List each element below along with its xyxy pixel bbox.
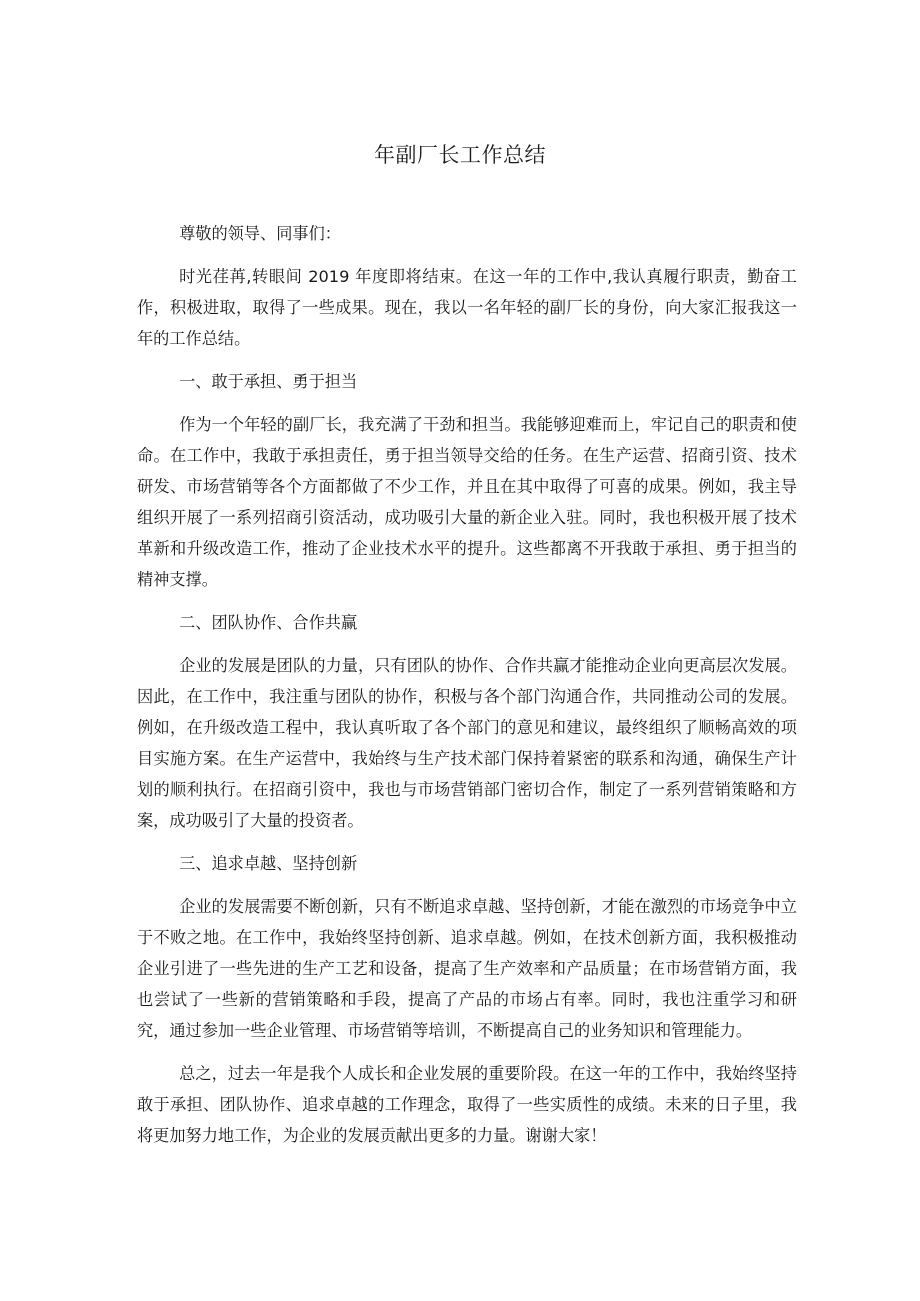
document-title: 年副厂长工作总结 bbox=[374, 143, 546, 167]
section-heading-3: 三、追求卓越、坚持创新 bbox=[179, 854, 358, 873]
conclusion-paragraph: 总之，过去一年是我个人成长和企业发展的重要阶段。在这一年的工作中，我始终坚持敢于承担、团队协作、追求卓越的工作理念，取得了一些实质性的成绩。未来的日子里，我将更加努力地工作，为企业的发展贡献出更多的力量。谢谢大家！ bbox=[137, 1064, 797, 1145]
section-paragraph-2: 企业的发展是团队的力量，只有团队的协作、合作共赢才能推动企业向更高层次发展。因此，在工作中，我注重与团队的协作，积极与各个部门沟通合作，共同推动公司的发展。例如，在升级改造工程中，我认真听取了各个部门的意见和建议，最终组织了顺畅高效的项目实施方案。在生产运营中，我始终与生产技术部门保持着紧密的联系和沟通，确保生产计划的顺利执行。在招商引资中，我也与市场营销部门密切合作，制定了一系列营销策略和方案，成功吸引了大量的投资者。 bbox=[137, 656, 797, 830]
section-paragraph-3: 企业的发展需要不断创新，只有不断追求卓越、坚持创新，才能在激烈的市场竞争中立于不败之地。在工作中，我始终坚持创新、追求卓越。例如，在技术创新方面，我积极推动企业引进了一些先进的生产工艺和设备，提高了生产效率和产品质量；在市场营销方面，我也尝试了一些新的营销策略和手段，提高了产品的市场占有率。同时，我也注重学习和研究，通过参加一些企业管理、市场营销等培训，不断提高自己的业务知识和管理能力。 bbox=[137, 897, 797, 1040]
section-heading-2: 二、团队协作、合作共赢 bbox=[179, 613, 358, 632]
greeting: 尊敬的领导、同事们： bbox=[179, 224, 341, 243]
section-heading-1: 一、敢于承担、勇于担当 bbox=[179, 372, 358, 391]
intro-paragraph: 时光荏苒,转眼间 2019 年度即将结束。在这一年的工作中,我认真履行职责，勤奋工作，积极进取，取得了一些成果。现在，我以一名年轻的副厂长的身份，向大家汇报我这一年的工作总结。 bbox=[137, 267, 797, 348]
document-body bbox=[137, 218, 797, 1163]
section-paragraph-1: 作为一个年轻的副厂长，我充满了干劲和担当。我能够迎难而上，牢记自己的职责和使命。在工作中，我敢于承担责任，勇于担当领导交给的任务。在生产运营、招商引资、技术研发、市场营销等各个方面都做了不少工作，并且在其中取得了可喜的成果。例如，我主导组织开展了一系列招商引资活动，成功吸引大量的新企业入驻。同时，我也积极开展了技术革新和升级改造工作，推动了企业技术水平的提升。这些都离不开我敢于承担、勇于担当的精神支撑。 bbox=[137, 415, 797, 589]
